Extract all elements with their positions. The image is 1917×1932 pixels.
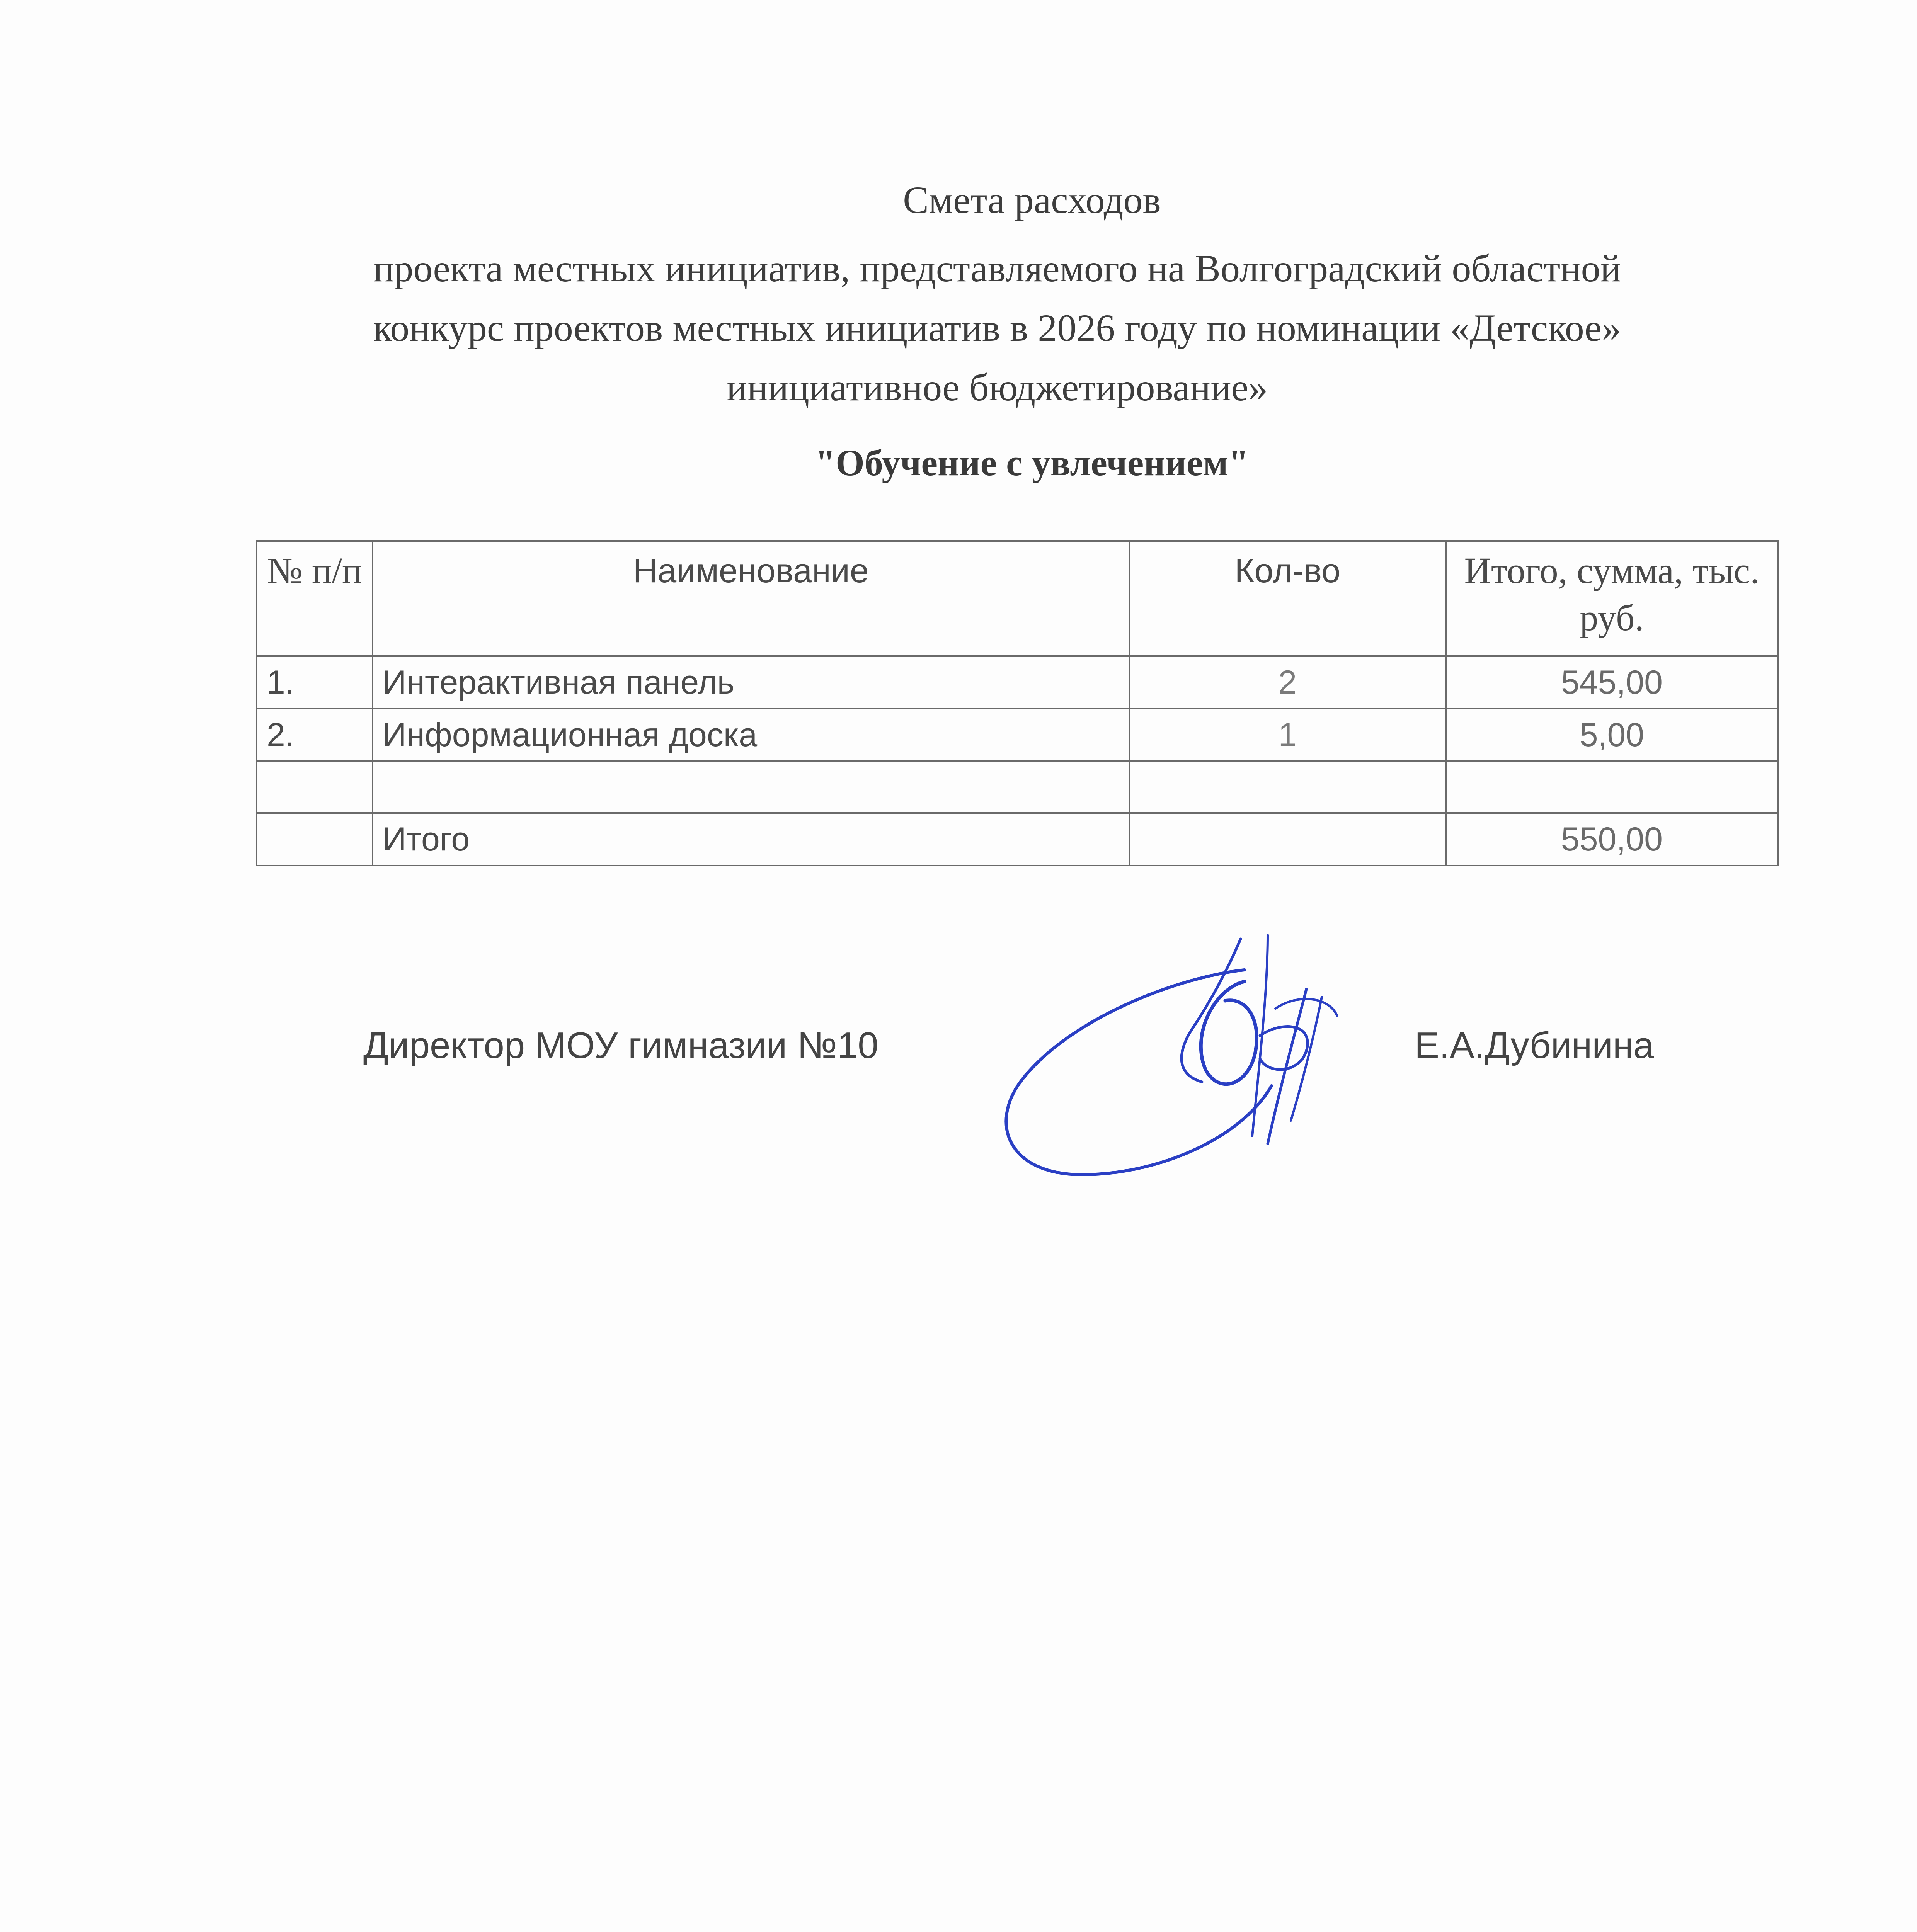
- signature-stroke: [1268, 989, 1306, 1144]
- header-name: Наименование: [373, 541, 1129, 656]
- signatory-role: Директор МОУ гимназии №10: [363, 1025, 878, 1066]
- empty-cell: [1129, 761, 1446, 813]
- total-qty-cell: [1129, 813, 1446, 866]
- table-row: [257, 656, 1778, 709]
- subtitle-line: конкурс проектов местных инициатив в 2026 году по номинации «Детское»: [373, 306, 1621, 349]
- table-total-row: [257, 813, 1778, 866]
- row-qty: 2: [1129, 656, 1446, 709]
- empty-cell: [1446, 761, 1778, 813]
- signature-stroke: [1275, 999, 1337, 1016]
- signature-stroke: [1260, 1027, 1308, 1070]
- document-title: Смета расходов: [903, 179, 1161, 221]
- row-num: 2.: [257, 709, 373, 761]
- table-row: [257, 709, 1778, 761]
- subtitle-line: инициативное бюджетирование»: [726, 366, 1268, 409]
- signature-stroke: [1291, 997, 1322, 1121]
- empty-cell: [257, 761, 373, 813]
- row-name: Информационная доска: [373, 709, 1129, 761]
- total-num-cell: [257, 813, 373, 866]
- table-row-empty: [257, 761, 1778, 813]
- project-name: "Обучение с увлечением": [815, 442, 1249, 483]
- header-qty: Кол-во: [1129, 541, 1446, 656]
- total-sum: 550,00: [1446, 813, 1778, 866]
- estimate-table: [256, 540, 1779, 866]
- row-num: 1.: [257, 656, 373, 709]
- header-sum: Итого, сумма, тыс. руб.: [1446, 541, 1778, 656]
- document-subtitle: [247, 239, 1747, 417]
- total-label: Итого: [373, 813, 1129, 866]
- signatory-name: Е.А.Дубинина: [1415, 1025, 1654, 1066]
- row-sum: 545,00: [1446, 656, 1778, 709]
- subtitle-line: проекта местных инициатив, представляемого на Волгоградский областной: [373, 247, 1621, 290]
- handwritten-signature: [974, 920, 1345, 1206]
- row-qty: 1: [1129, 709, 1446, 761]
- empty-cell: [373, 761, 1129, 813]
- table-header-row: [257, 541, 1778, 656]
- row-name: Интерактивная панель: [373, 656, 1129, 709]
- row-sum: 5,00: [1446, 709, 1778, 761]
- signature-stroke: [1201, 981, 1256, 1084]
- header-num: № п/п: [257, 541, 373, 656]
